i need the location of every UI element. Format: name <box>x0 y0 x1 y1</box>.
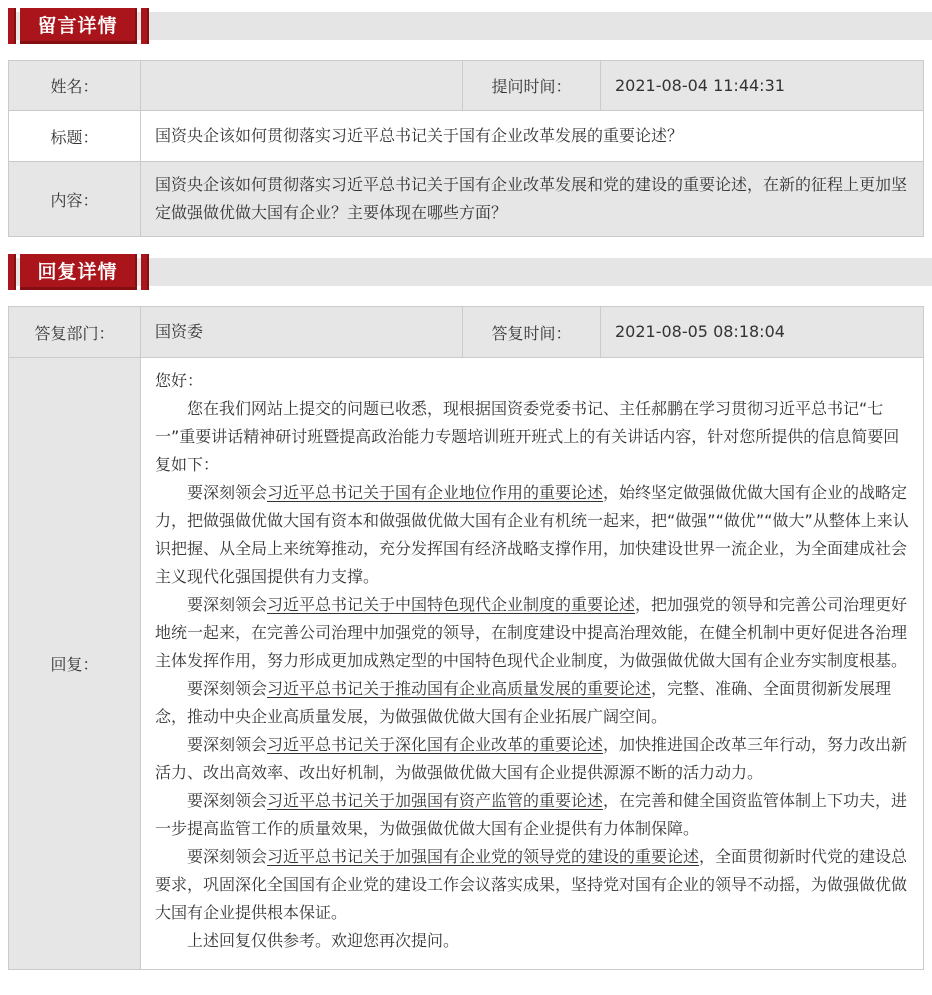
ask-time-value: 2021-08-04 11:44:31 <box>601 61 924 111</box>
message-detail-title: 留言详情 <box>20 8 137 44</box>
reply-text: 要深刻领会 <box>187 679 268 698</box>
reply-content <box>141 358 924 970</box>
header-band <box>16 12 932 40</box>
reply-detail-table <box>8 306 924 970</box>
header-accent-bar-right <box>141 254 149 290</box>
subject-label: 标题： <box>9 111 141 162</box>
subject-value: 国资央企该如何贯彻落实习近平总书记关于国有企业改革发展的重要论述？ <box>141 111 924 162</box>
reply-text: ，完整、准确、全面贯彻新发展理念，推动中央企业高质量发展，为做强做优做大国有企业拓展广阔空间。 <box>155 679 892 726</box>
reply-text: 您好： <box>155 371 204 390</box>
reply-detail-title: 回复详情 <box>20 254 137 290</box>
content-label: 内容： <box>9 162 141 237</box>
reply-paragraph <box>155 731 909 787</box>
reply-text: 要深刻领会 <box>187 483 268 502</box>
reply-text: ，在完善和健全国资监管体制上下功夫，进一步提高监管工作的质量效果，为做强做优做大国有企业提供有力体制保障。 <box>155 791 908 838</box>
message-detail-table <box>8 60 924 237</box>
important-statement-link[interactable]: 习近平总书记关于加强国有资产监管的重要论述 <box>267 791 604 810</box>
reply-text: ，加快推进国企改革三年行动，努力改出新活力、改出高效率、改出好机制，为做强做优做大国有企业提供源源不断的活力动力。 <box>155 735 908 782</box>
reply-time-label: 答复时间： <box>463 307 601 358</box>
reply-text: 上述回复仅供参考。欢迎您再次提问。 <box>187 931 460 950</box>
reply-paragraph <box>155 591 909 675</box>
header-accent-bar-left <box>8 8 16 44</box>
reply-label: 回复： <box>9 358 141 970</box>
header-band <box>16 258 932 286</box>
header-accent-bar-left <box>8 254 16 290</box>
table-row <box>9 111 924 162</box>
ask-time-label: 提问时间： <box>463 61 601 111</box>
reply-text: 要深刻领会 <box>187 735 268 754</box>
reply-paragraph <box>155 395 909 479</box>
reply-text: 您在我们网站上提交的问题已收悉，现根据国资委党委书记、主任郝鹏在学习贯彻习近平总书记“七一”重要讲话精神研讨班暨提高政治能力专题培训班开班式上的有关讲话内容，针对您所提供的信息简要回复如下： <box>155 399 900 474</box>
name-label: 姓名： <box>9 61 141 111</box>
important-statement-link[interactable]: 习近平总书记关于国有企业地位作用的重要论述 <box>267 483 604 502</box>
reply-text: ，把加强党的领导和完善公司治理更好地统一起来，在完善公司治理中加强党的领导，在制度建设中提高治理效能，在健全机制中更好促进各治理主体发挥作用，努力形成更加成熟定型的中国特色现代企业制度，为做强做优做大国有企业夯实制度根基。 <box>155 595 908 670</box>
reply-paragraph <box>155 787 909 843</box>
reply-dept-value: 国资委 <box>141 307 463 358</box>
reply-paragraph <box>155 675 909 731</box>
reply-dept-label: 答复部门： <box>9 307 141 358</box>
important-statement-link[interactable]: 习近平总书记关于中国特色现代企业制度的重要论述 <box>267 595 636 614</box>
reply-time-value: 2021-08-05 08:18:04 <box>601 307 924 358</box>
reply-text: 要深刻领会 <box>187 791 268 810</box>
header-accent-bar-right <box>141 8 149 44</box>
reply-text: 要深刻领会 <box>187 595 268 614</box>
message-detail-header <box>8 8 924 44</box>
reply-detail-header <box>8 254 924 290</box>
reply-paragraph <box>155 843 909 927</box>
name-value <box>141 61 463 111</box>
important-statement-link[interactable]: 习近平总书记关于加强国有企业党的领导党的建设的重要论述 <box>267 847 700 866</box>
reply-text: ，全面贯彻新时代党的建设总要求，巩固深化全国国有企业党的建设工作会议落实成果，坚持党对国有企业的领导不动摇，为做强做优做大国有企业提供根本保证。 <box>155 847 908 922</box>
reply-paragraph <box>155 367 909 395</box>
table-row <box>9 162 924 237</box>
reply-paragraph <box>155 479 909 591</box>
important-statement-link[interactable]: 习近平总书记关于深化国有企业改革的重要论述 <box>267 735 604 754</box>
important-statement-link[interactable]: 习近平总书记关于推动国有企业高质量发展的重要论述 <box>267 679 652 698</box>
table-row <box>9 307 924 358</box>
reply-text: 要深刻领会 <box>187 847 268 866</box>
content-value: 国资央企该如何贯彻落实习近平总书记关于国有企业改革发展和党的建设的重要论述，在新的征程上更加坚定做强做优做大国有企业？主要体现在哪些方面？ <box>141 162 924 237</box>
reply-text: ，始终坚定做强做优做大国有企业的战略定力，把做强做优做大国有资本和做强做优做大国有企业有机统一起来，把“做强”“做优”“做大”从整体上来认识把握、从全局上来统筹推动，充分发挥国有经济战略支撑作用，加快建设世界一流企业，为全面建成社会主义现代化强国提供有力支撑。 <box>155 483 909 586</box>
table-row <box>9 358 924 970</box>
table-row <box>9 61 924 111</box>
